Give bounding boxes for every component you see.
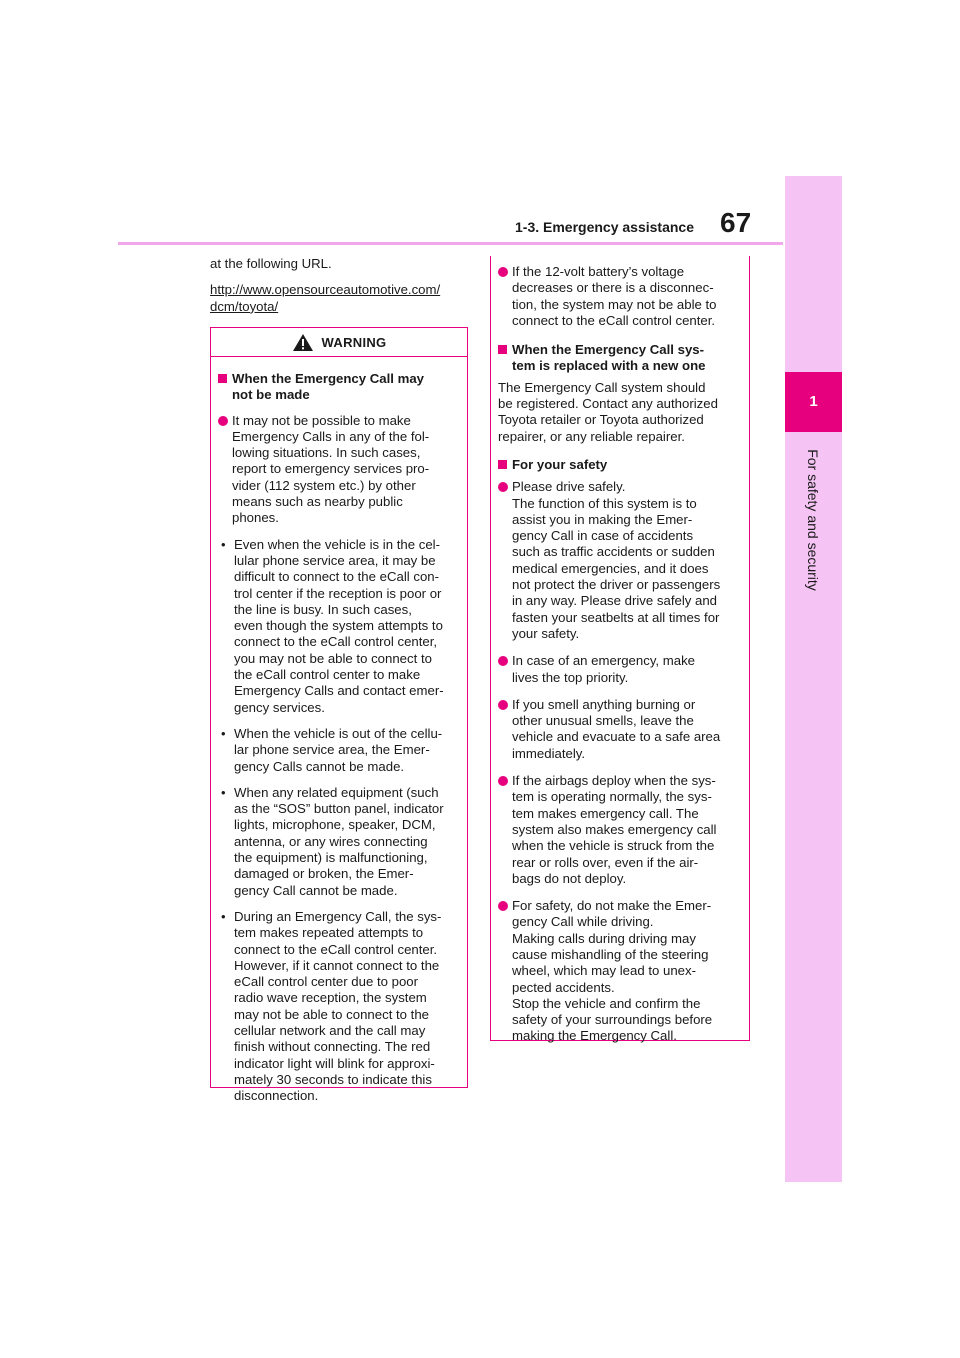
safety-point [498, 479, 741, 642]
safety-heading-text: For your safety [512, 456, 608, 472]
safety-point [498, 653, 741, 686]
safety-point [498, 773, 741, 887]
source-url-link[interactable]: http://www.opensourceautomotive.com/ dcm/toyota/ [210, 282, 441, 314]
replaced-heading-text: When the Emergency Call sys- tem is replaced with a new one [512, 342, 706, 374]
voltage-point-text: If the 12-volt battery’s voltage decreases or there is a disconnec- tion, the system may not be able to connect to the eCall control center. [512, 264, 717, 328]
section-title: 1-3. Emergency assistance [515, 219, 694, 235]
circle-bullet-icon [498, 700, 508, 710]
warning-heading-text: When the Emergency Call may not be made [232, 371, 425, 403]
list-item [218, 909, 459, 1105]
bullet-icon: • [221, 908, 226, 924]
left-column-intro [210, 256, 468, 315]
warning-point-text: It may not be possible to make Emergency Calls in any of the fol- lowing situations. In such cases, report to emergency services pro- vider (112 system etc.) by other means such as nearby public phones. [232, 412, 430, 526]
safety-point-text: If you smell anything burning or other unusual smells, leave the vehicle and evacuate to a safe area immediately. [512, 696, 721, 761]
warning-continuation-body [491, 256, 749, 1045]
safety-point [498, 697, 741, 762]
safety-point-text: If the airbags deploy when the sys- tem is operating normally, the sys- tem makes emergency call. The system also makes emergency call when the vehicle is struck from the rear or rolls over, even if the air- bags do not deploy. [512, 773, 717, 886]
list-item-text: When the vehicle is out of the cellu- lar phone service area, the Emer- gency Calls cannot be made. [234, 725, 443, 774]
square-bullet-icon [498, 460, 507, 469]
circle-bullet-icon [498, 267, 508, 277]
safety-point-text: For safety, do not make the Emer- gency Call while driving. Making calls during driving may cause mishandling of the steering wheel, which may lead to unex- pected accidents. Stop the vehicle and confirm the safety of your surroundings before making the Emergency Call. [512, 898, 713, 1044]
circle-bullet-icon [498, 776, 508, 786]
side-tab [785, 176, 842, 1182]
voltage-point [498, 264, 741, 329]
bullet-icon: • [221, 725, 226, 741]
list-item-text: During an Emergency Call, the sys- tem makes repeated attempts to connect to the eCall control center. However, if it cannot connect to the eCall control center due to poor radio wave reception, the system may not be able to connect to the cellular network and the call may finish without connecting. The red indicator light will blink for approxi- mately 30 seconds to indicate this disconnection. [234, 908, 442, 1104]
replaced-text: The Emergency Call system should be registered. Contact any authorized Toyota retailer or Toyota authorized repairer, or any reliable repairer. [498, 379, 718, 444]
safety-point [498, 898, 741, 1045]
list-item [218, 785, 459, 899]
square-bullet-icon [498, 345, 507, 354]
chapter-label: For safety and security [805, 449, 821, 591]
safety-subheading [498, 457, 741, 473]
replaced-subheading [498, 342, 741, 375]
warning-body [211, 357, 467, 1104]
warning-box [210, 327, 468, 1104]
warning-title: WARNING [321, 334, 387, 350]
list-item-text: When any related equipment (such as the “SOS” button panel, indicator lights, microphone, speaker, DCM, antenna, or any wires connecting the equipment) is malfunctioning, damaged or broken, the Emer- gency Call cannot be made. [234, 784, 444, 898]
warning-subheading [218, 371, 459, 404]
warning-point [218, 413, 459, 527]
warning-continuation-box [490, 256, 750, 1044]
chapter-number-tab: 1 [785, 372, 842, 432]
circle-bullet-icon [218, 416, 228, 426]
bullet-icon: • [221, 536, 226, 552]
circle-bullet-icon [498, 656, 508, 666]
bullet-icon: • [221, 784, 226, 800]
intro-text: at the following URL. [210, 256, 332, 271]
list-item [218, 726, 459, 775]
page-number: 67 [720, 207, 752, 238]
header-rule [118, 242, 783, 245]
circle-bullet-icon [498, 482, 508, 492]
circle-bullet-icon [498, 901, 508, 911]
safety-point-text: In case of an emergency, make lives the top priority. [512, 653, 696, 685]
square-bullet-icon [218, 374, 227, 383]
list-item-text: Even when the vehicle is in the cel- lular phone service area, it may be difficult to connect to the eCall con- trol center if the reception is poor or the line is busy. In such cases, even though the system attempts to connect to the eCall control center, you may not be able to connect to the eCall control center to make Emergency Calls and contact emer- gency services. [234, 536, 444, 715]
safety-point-text: Please drive safely. The function of this system is to assist you in making the Emer- gency Call in case of accidents such as traffic accidents or sudden medical emergencies, and it does not protect the driver or passengers in any way. Please drive safely and fasten your seatbelts at all times for your safety. [512, 479, 721, 641]
list-item [218, 537, 459, 716]
warning-header [211, 328, 467, 357]
warning-triangle-icon [292, 333, 314, 352]
